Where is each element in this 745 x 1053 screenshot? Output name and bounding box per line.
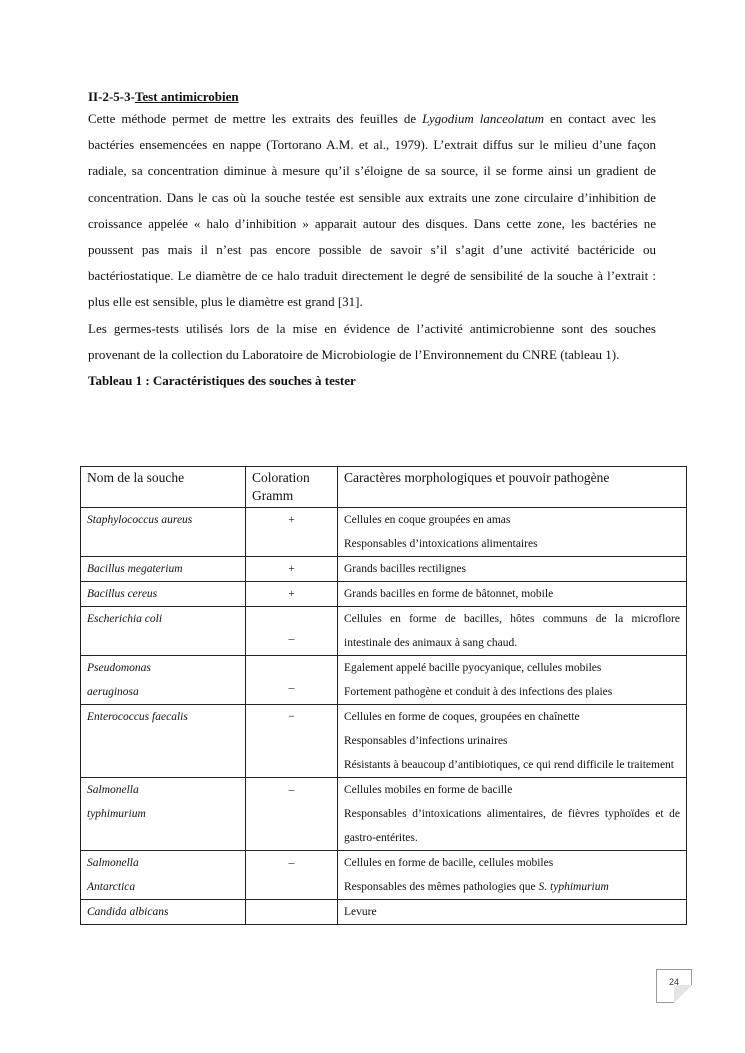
species-name-italic: S. typhimurium [538, 881, 609, 893]
strain-name-line: Pseudomonas [87, 662, 151, 674]
paragraph-germs: Les germes-tests utilisés lors de la mise en évidence de l’activité antimicrobienne sont des souches provenant de la collection du Laboratoire de Microbiologie de l’Environnement du CNRE (tableau 1). [88, 320, 656, 362]
strain-characteristics [338, 557, 687, 582]
strain-name-line: Enterococcus faecalis [87, 711, 188, 723]
strain-characteristics [338, 508, 687, 557]
strain-characteristics [338, 900, 687, 925]
characteristic-text: Responsables des mêmes pathologies que [344, 881, 539, 893]
strain-characteristics [338, 705, 687, 778]
strain-characteristics [338, 607, 687, 656]
strain-name [81, 607, 246, 656]
table-row [81, 705, 687, 778]
characteristic-line: Grands bacilles rectilignes [344, 563, 466, 575]
characteristic-line: Cellules mobiles en forme de bacille [344, 784, 513, 796]
gram-result: + [246, 557, 338, 582]
strain-name-line: Bacillus cereus [87, 588, 158, 600]
strain-characteristics [338, 778, 687, 851]
section-title: Test antimicrobien [134, 89, 239, 104]
strain-name [81, 900, 246, 925]
table-row [81, 851, 687, 900]
strains-table [80, 466, 687, 925]
gram-result [246, 900, 338, 925]
table-row [81, 900, 687, 925]
strain-characteristics [338, 582, 687, 607]
table-header-row [81, 467, 687, 508]
characteristic-line [344, 875, 680, 899]
gram-result: – [246, 656, 338, 705]
strain-characteristics [338, 851, 687, 900]
strain-name [81, 508, 246, 557]
table-row [81, 557, 687, 582]
table-caption: Tableau 1 : Caractéristiques des souches à tester [88, 373, 356, 389]
section-heading [88, 88, 656, 106]
strain-name-line: Staphylococcus aureus [87, 514, 193, 526]
strain-name-line: aeruginosa [87, 686, 139, 698]
strain-name-line: Bacillus megaterium [87, 563, 183, 575]
strain-name [81, 582, 246, 607]
header-characteristics: Caractères morphologiques et pouvoir pathogène [338, 467, 687, 508]
characteristic-line: Cellules en forme de bacilles, hôtes communs de la microflore intestinale des animaux à sang chaud. [344, 613, 680, 649]
header-strain-name: Nom de la souche [81, 467, 246, 508]
characteristic-line: Cellules en forme de bacille, cellules mobiles [344, 857, 554, 869]
section-number: II-2-5-3- [88, 89, 135, 104]
page-curl-icon [674, 985, 692, 1003]
gram-result: – [246, 851, 338, 900]
characteristic-line: Responsables d’intoxications alimentaires [344, 538, 538, 550]
characteristic-line: Levure [344, 906, 377, 918]
paragraph-method-text-1: Cette méthode permet de mettre les extraits des feuilles de [88, 111, 423, 126]
characteristic-line: Grands bacilles en forme de bâtonnet, mobile [344, 588, 554, 600]
table-row [81, 582, 687, 607]
characteristic-line: Responsables d’intoxications alimentaires, de fièvres typhoïdes et de gastro-entérites. [344, 808, 680, 844]
strain-name-line: Escherichia coli [87, 613, 163, 625]
header-gram-stain: Coloration Gramm [246, 467, 338, 508]
gram-result: − [246, 705, 338, 778]
characteristic-line: Résistants à beaucoup d’antibiotiques, ce qui rend difficile le traitement [344, 759, 674, 771]
strain-name [81, 705, 246, 778]
characteristic-line: Cellules en coque groupées en amas [344, 514, 511, 526]
paragraph-method-text-2: en contact avec les bactéries ensemencées en nappe (Tortorano A.M. et al., 1979). L’extrait diffus sur le milieu d’une façon radiale, sa concentration diminue à mesure qu’il s’éloigne de sa source, il se forme ainsi un gradient de concentration. Dans le cas où la souche testée est sensible aux extraits une zone circulaire d’inhibition de croissance appelée « halo d’inhibition » apparait autour des disques. Dans cette zone, les bactéries ne poussent pas mais il n’est pas encore possible de savoir s’il s’agit d’une activité bactéricide ou bactériostatique. Le diamètre de ce halo traduit directement le degré de sensibilité de la souche à l’extrait : plus elle est sensible, plus le diamètre est grand [31]. [88, 111, 656, 310]
page-number-box [656, 969, 692, 1003]
page-number: 24 [668, 977, 679, 987]
characteristic-line: Responsables d’infections urinaires [344, 735, 508, 747]
gram-result: + [246, 508, 338, 557]
strain-name [81, 656, 246, 705]
table-row [81, 607, 687, 656]
paragraph-method [88, 106, 656, 316]
characteristic-line: Egalement appelé bacille pyocyanique, cellules mobiles [344, 662, 602, 674]
strain-name [81, 778, 246, 851]
gram-result: + [246, 582, 338, 607]
strain-name-line: Salmonella [87, 857, 139, 869]
strain-name-line: Candida albicans [87, 906, 169, 918]
strain-name-line: Antarctica [87, 881, 136, 893]
strain-name-line: Salmonella [87, 784, 139, 796]
strain-name [81, 557, 246, 582]
strain-characteristics [338, 656, 687, 705]
gram-result: – [246, 607, 338, 656]
gram-result: – [246, 778, 338, 851]
strain-name-line: typhimurium [87, 808, 146, 820]
table-row [81, 778, 687, 851]
characteristic-line: Fortement pathogène et conduit à des infections des plaies [344, 686, 613, 698]
species-name-italic: Lygodium lanceolatum [422, 111, 544, 126]
table-row [81, 508, 687, 557]
characteristic-line: Cellules en forme de coques, groupées en chaînette [344, 711, 580, 723]
table-row [81, 656, 687, 705]
strain-name [81, 851, 246, 900]
document-body [88, 88, 656, 394]
